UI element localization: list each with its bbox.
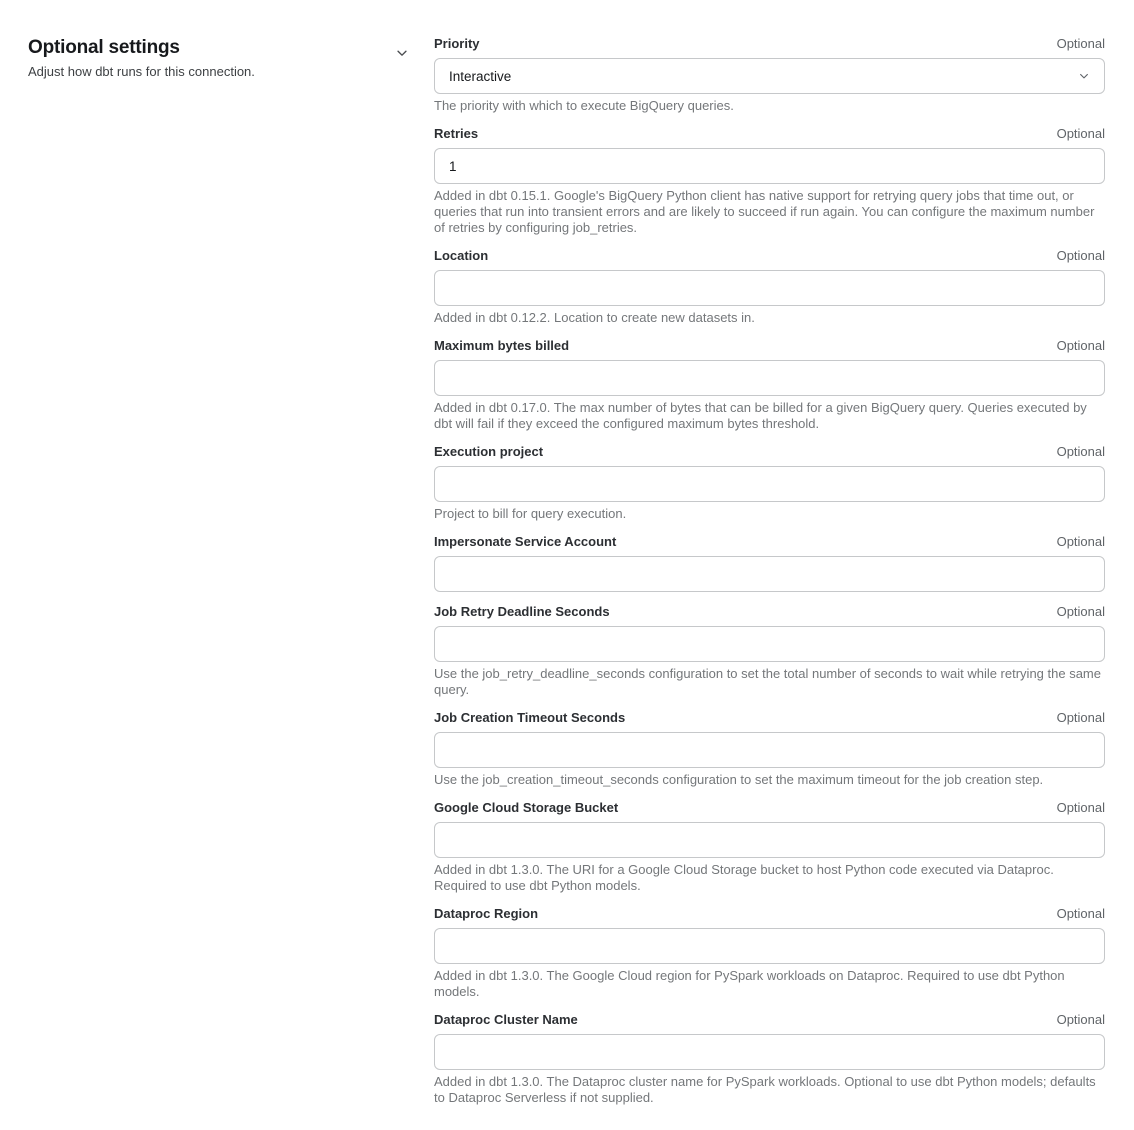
field-label-row	[434, 534, 1105, 550]
form-field	[434, 604, 1105, 698]
section-header-text	[28, 36, 255, 80]
maximum-bytes-billed-input[interactable]	[434, 360, 1105, 396]
field-control	[434, 270, 1105, 306]
field-help-text: The priority with which to execute BigQuery queries.	[434, 98, 734, 113]
optional-badge: Optional	[1056, 444, 1105, 459]
field-label: Impersonate Service Account	[434, 534, 617, 549]
field-control	[434, 148, 1105, 184]
optional-badge: Optional	[1056, 1012, 1105, 1027]
field-label-row	[434, 444, 1105, 460]
field-label-row	[434, 906, 1105, 922]
field-control	[434, 556, 1105, 592]
optional-badge: Optional	[1056, 906, 1105, 921]
field-help-text: Added in dbt 1.3.0. The URI for a Google Cloud Storage bucket to host Python code executed via Dataproc. Required to use dbt Python models.	[434, 862, 1054, 893]
field-label: Job Retry Deadline Seconds	[434, 604, 610, 619]
form-field	[434, 126, 1105, 236]
optional-badge: Optional	[1056, 338, 1105, 353]
form-field	[434, 444, 1105, 522]
field-help-text: Added in dbt 1.3.0. The Google Cloud region for PySpark workloads on Dataproc. Required to use dbt Python models.	[434, 968, 1065, 999]
priority-select[interactable]	[434, 58, 1105, 94]
chevron-down-icon	[395, 46, 409, 60]
optional-badge: Optional	[1056, 604, 1105, 619]
field-label-row	[434, 126, 1105, 142]
field-control	[434, 58, 1105, 94]
field-label: Job Creation Timeout Seconds	[434, 710, 626, 725]
field-label: Retries	[434, 126, 479, 141]
dataproc-cluster-name-input[interactable]	[434, 1034, 1105, 1070]
form-field	[434, 1012, 1105, 1106]
field-label-row	[434, 710, 1105, 726]
job-creation-timeout-seconds-input[interactable]	[434, 732, 1105, 768]
field-label-row	[434, 800, 1105, 816]
field-control	[434, 822, 1105, 858]
field-help-text: Use the job_creation_timeout_seconds configuration to set the maximum timeout for the job creation step.	[434, 772, 1044, 787]
field-label: Dataproc Cluster Name	[434, 1012, 578, 1027]
retries-input[interactable]	[434, 148, 1105, 184]
job-retry-deadline-seconds-input[interactable]	[434, 626, 1105, 662]
field-control	[434, 928, 1105, 964]
field-label: Maximum bytes billed	[434, 338, 570, 353]
section-collapse-toggle[interactable]	[394, 45, 410, 61]
field-label-row	[434, 248, 1105, 264]
field-help-text: Project to bill for query execution.	[434, 506, 627, 521]
field-label-row	[434, 1012, 1105, 1028]
field-control	[434, 360, 1105, 396]
field-label-row	[434, 604, 1105, 620]
google-cloud-storage-bucket-input[interactable]	[434, 822, 1105, 858]
field-help-text: Added in dbt 1.3.0. The Dataproc cluster name for PySpark workloads. Optional to use dbt Python models; defaults to Dataproc Serverless if not supplied.	[434, 1074, 1096, 1105]
optional-badge: Optional	[1056, 36, 1105, 51]
field-label: Location	[434, 248, 489, 263]
optional-badge: Optional	[1056, 710, 1105, 725]
field-control	[434, 1034, 1105, 1070]
form-field	[434, 710, 1105, 788]
chevron-down-icon	[1078, 70, 1090, 82]
section-subtitle: Adjust how dbt runs for this connection.	[28, 64, 255, 79]
form-field	[434, 36, 1105, 114]
form-field	[434, 248, 1105, 326]
section-header	[28, 36, 410, 80]
field-label: Google Cloud Storage Bucket	[434, 800, 619, 815]
field-help-text: Use the job_retry_deadline_seconds configuration to set the total number of seconds to wait while retrying the same query.	[434, 666, 1101, 697]
field-label: Execution project	[434, 444, 544, 459]
field-control	[434, 626, 1105, 662]
optional-badge: Optional	[1056, 126, 1105, 141]
form-field	[434, 338, 1105, 432]
dataproc-region-input[interactable]	[434, 928, 1105, 964]
settings-form	[434, 36, 1105, 1118]
location-input[interactable]	[434, 270, 1105, 306]
field-label-row	[434, 36, 1105, 52]
execution-project-input[interactable]	[434, 466, 1105, 502]
field-label: Dataproc Region	[434, 906, 539, 921]
form-field	[434, 906, 1105, 1000]
optional-badge: Optional	[1056, 800, 1105, 815]
form-field	[434, 800, 1105, 894]
field-help-text: Added in dbt 0.15.1. Google's BigQuery Python client has native support for retrying query jobs that time out, or queries that run into transient errors and are likely to succeed if run again. You can configure the maximum number of retries by configuring job_retries.	[434, 188, 1095, 235]
optional-badge: Optional	[1056, 248, 1105, 263]
field-help-text: Added in dbt 0.12.2. Location to create new datasets in.	[434, 310, 755, 325]
select-value: Interactive	[449, 68, 512, 84]
field-help-text: Added in dbt 0.17.0. The max number of bytes that can be billed for a given BigQuery query. Queries executed by dbt will fail if they exceed the configured maximum bytes threshold.	[434, 400, 1087, 431]
field-label: Priority	[434, 36, 480, 51]
section-title: Optional settings	[28, 37, 180, 58]
field-control	[434, 466, 1105, 502]
field-control	[434, 732, 1105, 768]
form-field	[434, 534, 1105, 592]
impersonate-service-account-input[interactable]	[434, 556, 1105, 592]
optional-badge: Optional	[1056, 534, 1105, 549]
field-label-row	[434, 338, 1105, 354]
